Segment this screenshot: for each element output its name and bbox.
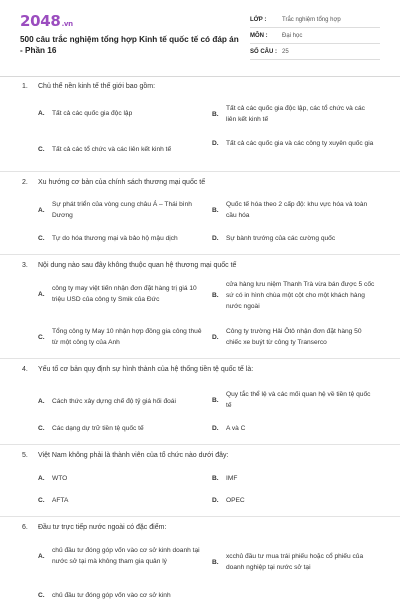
question-6-option-a[interactable]: A. chủ đầu tư đóng góp vốn vào cơ sở kinh doanh tại nước sở tại mà không tham gia quản lý bbox=[38, 547, 200, 565]
question-6-option-c[interactable]: C. chủ đầu tư đóng góp vốn vào cơ sở kinh bbox=[38, 592, 171, 599]
meta-subject-row bbox=[250, 28, 380, 44]
question-2-option-b[interactable]: B. Quốc tế hóa theo 2 cấp độ: khu vực hóa và toàn cầu hóa bbox=[212, 201, 368, 219]
meta-key: LỚP : bbox=[250, 16, 267, 23]
question-6-text: 6. Đầu tư trực tiếp nước ngoài có đặc điểm: bbox=[22, 524, 167, 531]
question-divider bbox=[0, 254, 400, 255]
question-2-option-d[interactable]: D. Sự bành trướng của các cường quốc bbox=[212, 235, 336, 242]
question-3-option-a[interactable]: A. công ty may việt tiến nhận đơn đặt hàng trị giá 10 triệu USD của công ty Smik của Đức bbox=[38, 285, 197, 303]
meta-value: Đại học bbox=[282, 32, 303, 39]
question-1-option-c[interactable]: C. Tất cả các tổ chức và các liên kết kinh tế bbox=[38, 146, 172, 153]
meta-class-row bbox=[250, 12, 380, 28]
question-4-option-d[interactable]: D. A và C bbox=[212, 425, 246, 432]
header-divider bbox=[0, 76, 400, 77]
question-1-option-b[interactable]: B. Tất cả các quốc gia độc lập, các tổ chức và các liên kết kinh tế bbox=[212, 105, 365, 123]
question-2-option-c[interactable]: C. Tự do hóa thương mại và bảo hộ mậu dịch bbox=[38, 235, 178, 242]
meta-value: Trắc nghiệm tổng hợp bbox=[282, 16, 341, 23]
question-5-option-b[interactable]: B. IMF bbox=[212, 475, 238, 482]
question-3-text: 3. Nội dung nào sau đây không thuộc quan hệ thương mại quốc tế bbox=[22, 262, 237, 269]
document-header bbox=[0, 0, 400, 68]
meta-value: 25 bbox=[282, 48, 289, 55]
question-4-text: 4. Yếu tố cơ bản quy định sự hình thành của hệ thống tiền tệ quốc tế là: bbox=[22, 366, 254, 373]
question-4-option-c[interactable]: C. Các dạng dự trữ tiền tệ quốc tế bbox=[38, 425, 144, 432]
question-2-text: 2. Xu hướng cơ bản của chính sách thương mại quốc tế bbox=[22, 179, 206, 186]
document-title: 500 câu trắc nghiệm tổng hợp Kinh tế quốc tế có đáp án - Phần 16 bbox=[20, 35, 239, 55]
question-2-option-a[interactable]: A. Sự phát triển của vòng cung châu Á – Thái bình Dương bbox=[38, 201, 192, 219]
document-meta bbox=[250, 12, 380, 60]
meta-key: SỐ CÂU : bbox=[250, 48, 277, 55]
question-3-option-c[interactable]: C. Tổng công ty May 10 nhận hợp đồng gia công thuê từ một công ty của Anh bbox=[38, 328, 202, 346]
question-5-option-c[interactable]: C. AFTA bbox=[38, 497, 69, 504]
question-4-option-b[interactable]: B. Quy tắc thể lệ và các mối quan hệ về tiền tệ quốc tế bbox=[212, 391, 371, 409]
site-logo[interactable]: 2048.vn bbox=[20, 12, 73, 30]
question-divider bbox=[0, 516, 400, 517]
question-1-option-a[interactable]: A. Tất cả các quốc gia độc lập bbox=[38, 110, 133, 117]
question-6-option-b[interactable]: B. xcchủ đầu tư mua trái phiếu hoặc cổ phiếu của doanh nghiệp tại nước sở tại bbox=[212, 553, 364, 571]
question-4-option-a[interactable]: A. Cách thức xây dựng chế độ tỷ giá hối đoái bbox=[38, 398, 176, 405]
question-3-option-d[interactable]: D. Công ty trường Hải Ôtô nhận đơn đặt hàng 50 chiếc xe buýt từ công ty Transerco bbox=[212, 328, 362, 346]
meta-count-row bbox=[250, 44, 380, 60]
question-divider bbox=[0, 444, 400, 445]
question-1-text: 1. Chủ thể nền kinh tế thế giới bao gồm: bbox=[22, 83, 156, 90]
question-5-option-d[interactable]: D. OPEC bbox=[212, 497, 245, 504]
question-3-option-b[interactable]: B. cửa hàng lưu niệm Thanh Trà vừa bán được 5 cốc sứ có in hình chùa một cột cho một khách hàng nước ngoài bbox=[212, 281, 375, 310]
question-divider bbox=[0, 358, 400, 359]
question-divider bbox=[0, 171, 400, 172]
question-1-option-d[interactable]: D. Tất cả các quốc gia và các công ty xuyên quốc gia bbox=[212, 140, 374, 147]
question-5-option-a[interactable]: A. WTO bbox=[38, 475, 68, 482]
question-5-text: 5. Việt Nam không phải là thành viên của tổ chức nào dưới đây: bbox=[22, 452, 229, 459]
meta-key: MÔN : bbox=[250, 32, 268, 39]
